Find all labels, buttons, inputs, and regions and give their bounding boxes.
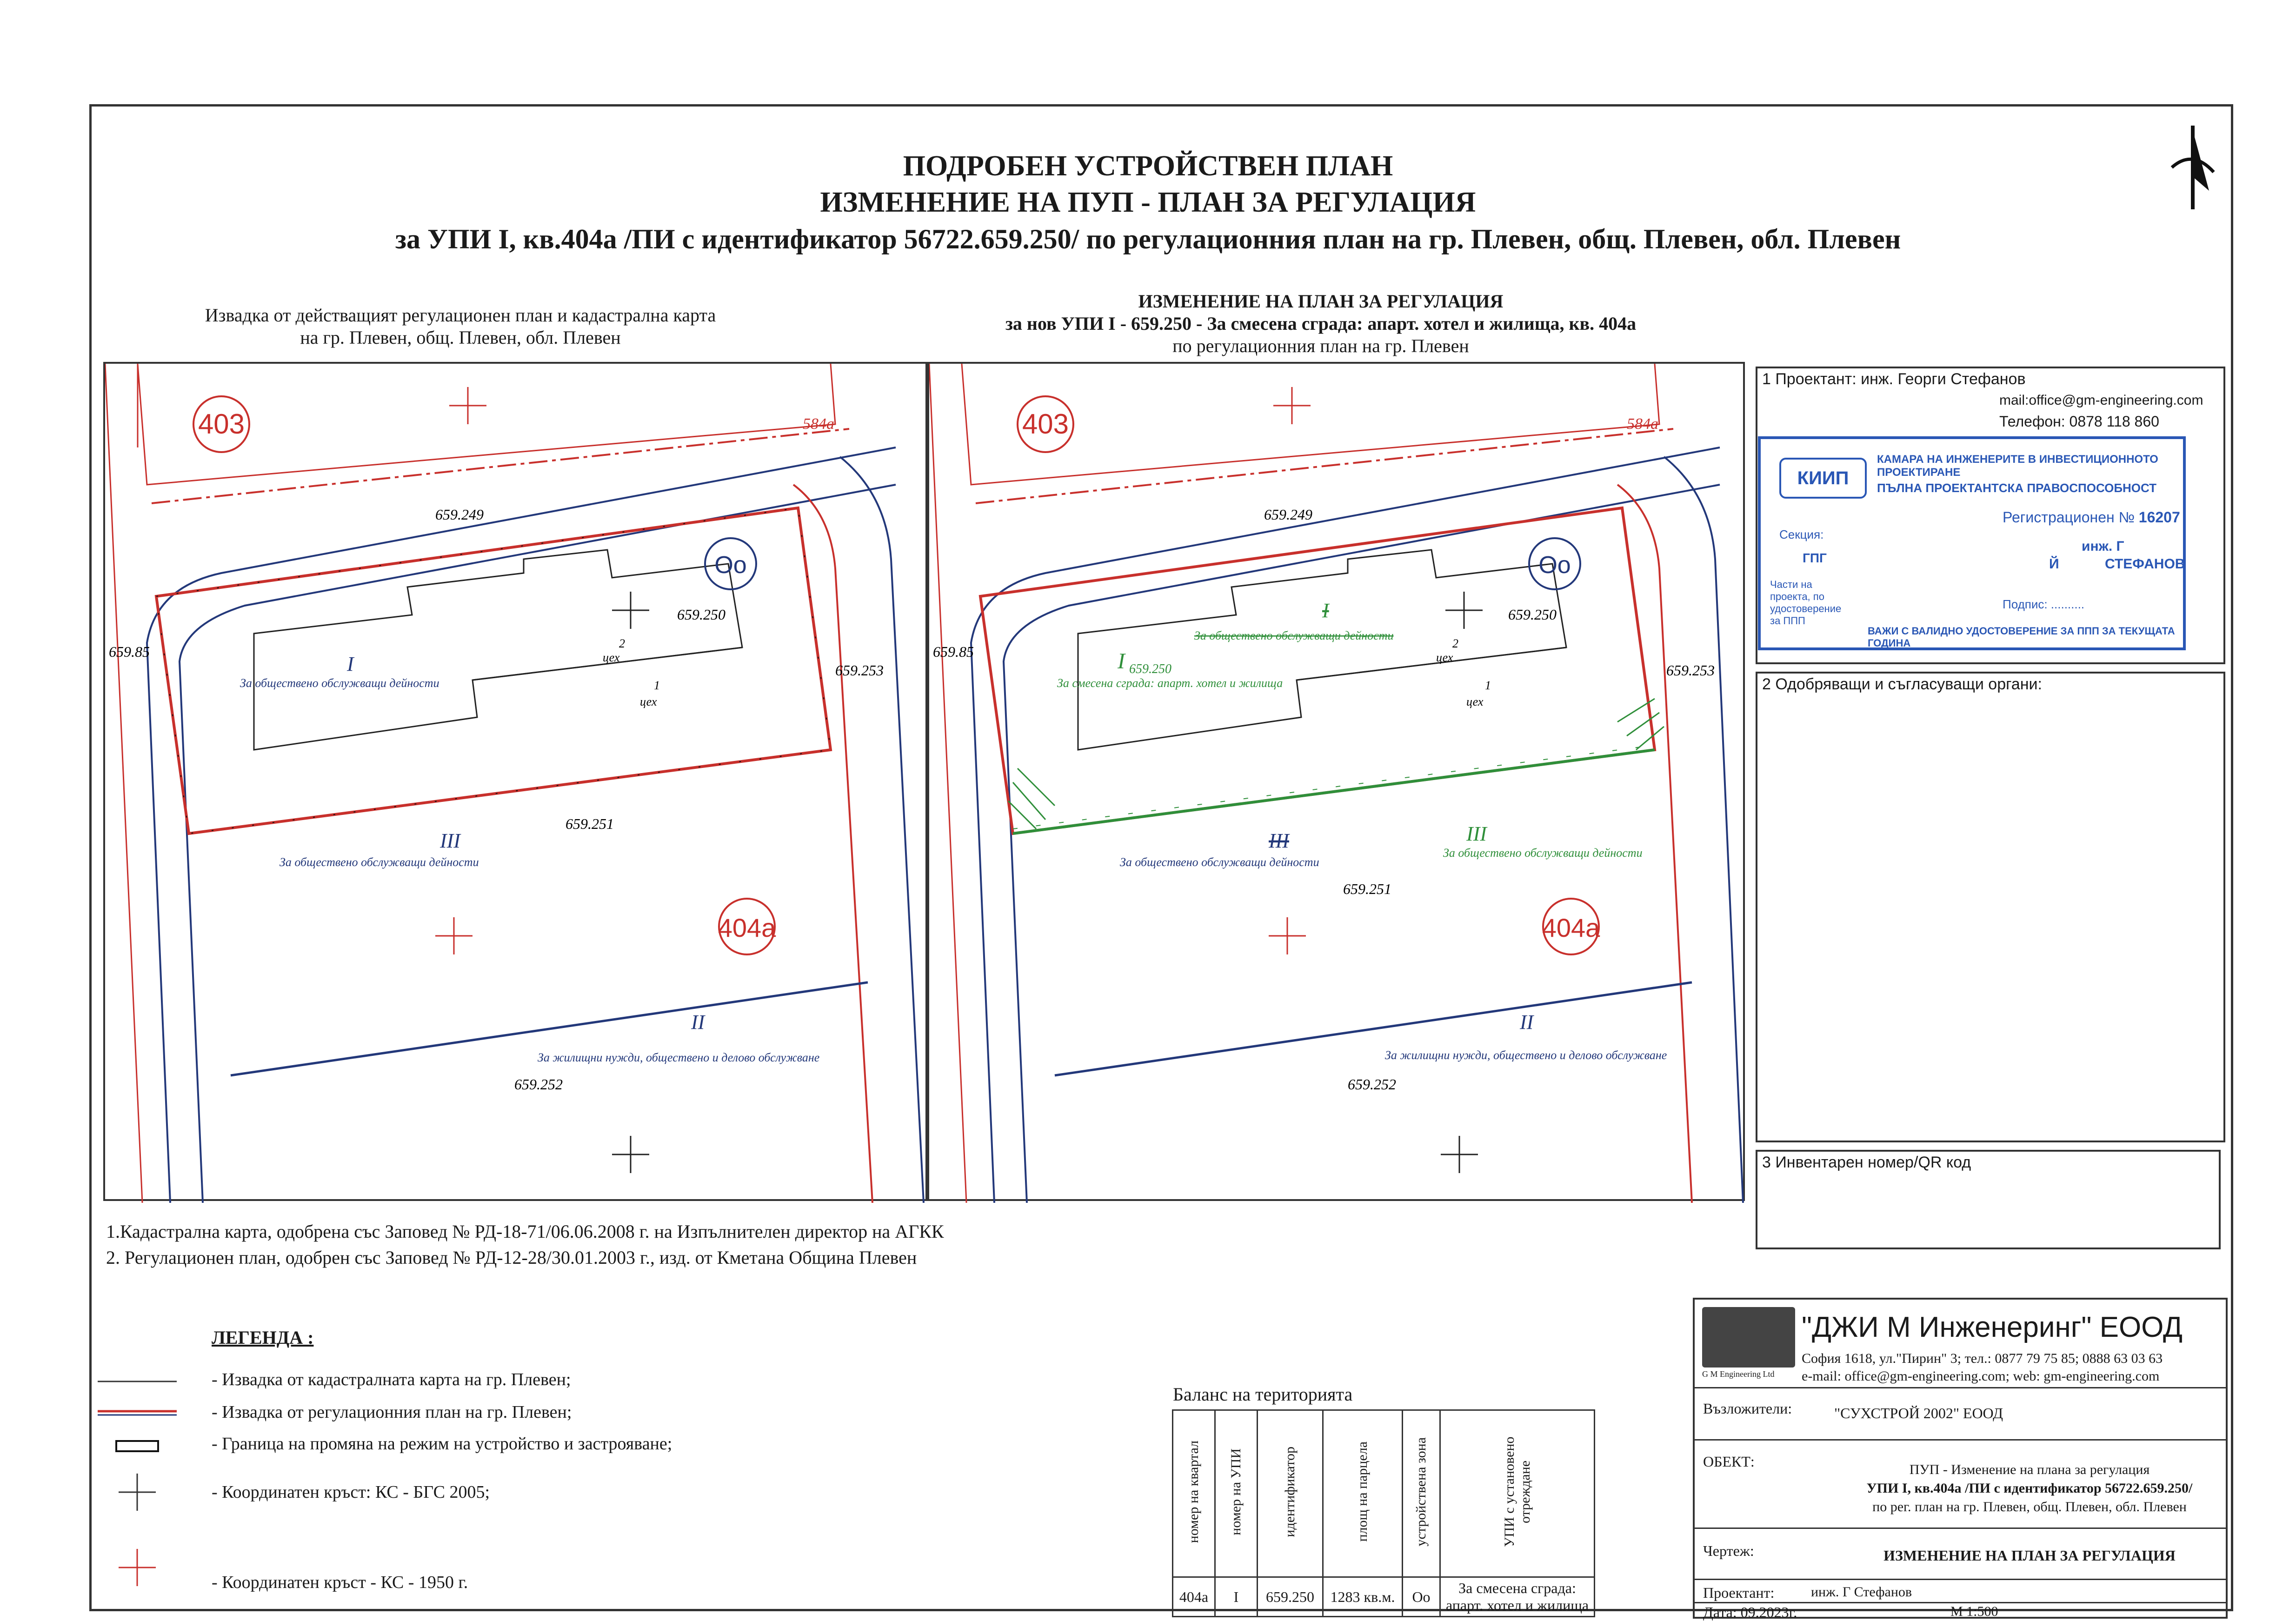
- parcel-659-251-label-right: 659.251: [1343, 881, 1391, 897]
- block-403-label: 403: [198, 408, 245, 440]
- building-2-number: 2: [619, 637, 625, 650]
- hdr-identifier: идентификатор: [1282, 1446, 1298, 1537]
- upi-II-label: II: [691, 1011, 705, 1034]
- new-upi-number: 659.250: [1129, 662, 1171, 676]
- scale-value: М 1:500: [1950, 1604, 1998, 1619]
- use-II-label-right: За жилищни нужди, обществено и делово обслужване: [1385, 1048, 1667, 1062]
- stamp-eng-initial: Й: [2049, 556, 2059, 572]
- balance-header-cell: [1323, 1410, 1403, 1577]
- left-map: [103, 362, 927, 1201]
- client-value: "СУХСТРОЙ 2002" ЕООД: [1834, 1405, 2003, 1421]
- parcel-659-85-label-right: 659.85: [933, 643, 974, 660]
- balance-title: Баланс на територията: [1173, 1384, 1353, 1405]
- balance-header-cell: [1215, 1410, 1258, 1577]
- hdr-block: номер на квартал: [1186, 1440, 1201, 1543]
- parcel-659-250-label: 659.250: [677, 606, 725, 623]
- inventory-label: 3 Инвентарен номер/QR код: [1762, 1154, 1971, 1171]
- hdr-upi: номер на УПИ: [1228, 1448, 1244, 1535]
- object-line1: ПУП - Изменение на плана за регулация: [1909, 1462, 2150, 1477]
- parcel-659-249-label: 659.249: [435, 506, 484, 523]
- use-III-new-label: За обществено обслужващи дейности: [1443, 846, 1643, 860]
- right-caption-line1: ИЗМЕНЕНИЕ НА ПЛАН ЗА РЕГУЛАЦИЯ: [1138, 291, 1504, 312]
- balance-header-cell: [1440, 1410, 1595, 1577]
- company-address: София 1618, ул."Пирин" 3; тел.: 0877 79 75 85; 0888 63 03 63: [1802, 1351, 2163, 1366]
- note-1: 1.Кадастрална карта, одобрена със Заповед № РД-18-71/06.06.2008 г. на Изпълнителен директор на АГКК: [106, 1221, 944, 1242]
- drawing-value: ИЗМЕНЕНИЕ НА ПЛАН ЗА РЕГУЛАЦИЯ: [1883, 1547, 2176, 1564]
- building-2-name-right: цех: [1436, 651, 1453, 664]
- stamp-reg-no: 16207: [2138, 509, 2180, 526]
- old-use-struck: За обществено обслужващи дейности: [1194, 629, 1394, 642]
- designer-email: mail:office@gm-engineering.com: [1999, 393, 2203, 408]
- balance-table: [1172, 1409, 1595, 1617]
- parcel-659-251-label: 659.251: [566, 815, 614, 832]
- cell-use: За смесена сграда: апарт. хотел и жилища: [1440, 1577, 1595, 1617]
- balance-header-cell: [1403, 1410, 1440, 1577]
- parcel-659-252-label: 659.252: [514, 1076, 563, 1093]
- stamp-org: КАМАРА НА ИНЖЕНЕРИТЕ В ИНВЕСТИЦИОННОТО ПРОЕКТИРАНЕ: [1877, 453, 2158, 479]
- stamp-reg: [2003, 509, 2180, 526]
- kiip-logo: КИИП: [1779, 458, 1867, 499]
- left-caption-line1: Извадка от действащият регулационен план и кадастрална карта: [205, 305, 716, 326]
- use-II-label: За жилищни нужди, обществено и делово обслужване: [538, 1051, 820, 1064]
- cell-block: 404a: [1173, 1577, 1215, 1617]
- upi-III-old-label: III: [1269, 829, 1289, 852]
- right-map-caption: [925, 290, 1716, 357]
- kiip-stamp: [1758, 436, 2186, 650]
- balance-header-cell: [1258, 1410, 1323, 1577]
- stamp-valid: ВАЖИ С ВАЛИДНО УДОСТОВЕРЕНИЕ ЗА ППП ЗА ТЕКУЩАТА ГОДИНА: [1868, 625, 2175, 649]
- legend-item-bgs2005: - Координатен кръст: КС - БГС 2005;: [212, 1482, 490, 1502]
- stamp-eng-surname: СТЕФАНОВ: [2105, 556, 2185, 572]
- block-403-label-right: 403: [1022, 408, 1069, 440]
- cell-zone: Оо: [1403, 1577, 1440, 1617]
- title-main: ПОДРОБЕН УСТРОЙСТВЕН ПЛАН: [903, 150, 1393, 182]
- stamp-sign: Подпис: ..........: [2003, 597, 2085, 611]
- drawing-label: Чертеж:: [1703, 1542, 1754, 1559]
- balance-data-row: [1173, 1577, 1595, 1617]
- object-value: [1834, 1461, 2225, 1516]
- legend-item-cadastre: - Извадка от кадастралната карта на гр. Плевен;: [212, 1370, 571, 1389]
- parcel-659-253-label-right: 659.253: [1666, 662, 1715, 679]
- building-1-name: цех: [640, 695, 657, 708]
- title-block: [1693, 1298, 2228, 1619]
- block-404a-label: 404a: [718, 913, 776, 942]
- block-404a-label-right: 404a: [1542, 913, 1600, 942]
- hdr-zone: устройствена зона: [1413, 1437, 1429, 1547]
- gm-logo-icon: [1702, 1307, 1795, 1368]
- designer-label: 1 Проектант: инж. Георги Стефанов: [1762, 370, 2026, 388]
- use-I-label: За обществено обслужващи дейности: [240, 676, 439, 690]
- object-line3: по рег. план на гр. Плевен, общ. Плевен, обл. Плевен: [1872, 1499, 2187, 1514]
- parcel-659-85-label: 659.85: [109, 643, 150, 660]
- right-caption-line2: за нов УПИ I - 659.250 - За смесена сграда: апарт. хотел и жилища, кв. 404а: [1005, 313, 1637, 334]
- notes: [106, 1219, 944, 1271]
- date-label: Дата: 09.2023г.: [1703, 1604, 1797, 1621]
- inventory-panel: [1756, 1150, 2221, 1249]
- zone-oo-label: Оо: [714, 552, 747, 579]
- corner-584a-label: 584a: [803, 415, 834, 433]
- parcel-659-252-label-right: 659.252: [1348, 1076, 1396, 1093]
- company-email: e-mail: office@gm-engineering.com; web: gm-engineering.com: [1802, 1368, 2160, 1384]
- upi-III-label: III: [440, 829, 460, 852]
- building-1-name-right: цех: [1466, 695, 1484, 708]
- client-label: Възложители:: [1703, 1400, 1792, 1417]
- object-line2: УПИ I, кв.404а /ПИ с идентификатор 56722.659.250/: [1866, 1481, 2193, 1496]
- parcel-659-253-label: 659.253: [835, 662, 884, 679]
- parcel-659-250-label-right: 659.250: [1508, 606, 1557, 623]
- logo-caption: G M Engineering Ltd: [1702, 1369, 1775, 1379]
- building-1-number: 1: [654, 679, 660, 692]
- legend-item-ks1950: - Координатен кръст - КС - 1950 г.: [212, 1573, 468, 1592]
- right-caption-line3: по регулационния план на гр. Плевен: [1172, 335, 1469, 356]
- upi-I-label: I: [347, 653, 354, 675]
- hdr-area: площ на парцела: [1355, 1441, 1370, 1542]
- new-upi-label: I: [1118, 649, 1125, 674]
- corner-584a-label-right: 584a: [1627, 415, 1658, 433]
- use-III-old-label: За обществено обслужващи дейности: [1120, 855, 1319, 869]
- cell-area: 1283 кв.м.: [1323, 1577, 1403, 1617]
- cell-upi: I: [1215, 1577, 1258, 1617]
- building-2-number-right: 2: [1452, 637, 1458, 650]
- building-1-number-right: 1: [1485, 679, 1491, 692]
- designer-row-value: инж. Г Стефанов: [1811, 1584, 1912, 1600]
- balance-header-cell: [1173, 1410, 1215, 1577]
- stamp-section-label: Секция:: [1779, 527, 1824, 541]
- left-caption-line2: на гр. Плевен, общ. Плевен, обл. Плевен: [300, 327, 621, 348]
- stamp-capacity: ПЪЛНА ПРОЕКТАНТСКА ПРАВОСПОСОБНОСТ: [1877, 481, 2157, 495]
- title-sub: ИЗМЕНЕНИЕ НА ПУП - ПЛАН ЗА РЕГУЛАЦИЯ: [820, 187, 1476, 218]
- balance-header-row: [1173, 1410, 1595, 1577]
- stamp-section: ГПГ: [1803, 551, 1827, 565]
- new-use-label: За смесена сграда: апарт. хотел и жилища: [1057, 676, 1283, 690]
- legend-item-boundary: - Граница на промяна на режим на устройство и застрояване;: [212, 1434, 672, 1454]
- legend-item-regulation: - Извадка от регулационния план на гр. Плевен;: [212, 1402, 572, 1422]
- hdr-use: УПИ с установено отреждане: [1501, 1436, 1533, 1547]
- left-map-caption: [153, 304, 767, 349]
- stamp-parts: Части на проекта, по удостоверение за ППП: [1770, 579, 1842, 627]
- legend-title: ЛЕГЕНДА :: [212, 1327, 314, 1348]
- note-2: 2. Регулационен план, одобрен със Заповед № РД-12-28/30.01.2003 г., изд. от Кметана Община Плевен: [106, 1247, 917, 1268]
- approvals-label: 2 Одобряващи и съгласуващи органи:: [1762, 675, 2042, 693]
- parcel-659-249-label-right: 659.249: [1264, 506, 1312, 523]
- designer-phone: Телефон: 0878 118 860: [1999, 413, 2159, 430]
- upi-II-label-right: II: [1520, 1011, 1534, 1034]
- approvals-panel: [1756, 672, 2225, 1142]
- designer-row-label: Проектант:: [1703, 1584, 1775, 1601]
- building-2-name: цех: [603, 651, 620, 664]
- stamp-eng-label: инж. Г: [2082, 539, 2124, 554]
- cell-identifier: 659.250: [1258, 1577, 1323, 1617]
- upi-III-new-label: III: [1466, 822, 1487, 845]
- legend-symbols: [93, 1363, 186, 1595]
- right-map: [927, 362, 1745, 1201]
- use-III-label: За обществено обслужващи дейности: [280, 855, 479, 869]
- object-label: ОБЕКТ:: [1703, 1453, 1755, 1470]
- stamp-reg-label: Регистрационен №: [2003, 509, 2135, 526]
- company-name: "ДЖИ М Инженеринг" ЕООД: [1802, 1311, 2183, 1343]
- old-upi-struck: I: [1322, 599, 1329, 622]
- title-object: за УПИ I, кв.404а /ПИ с идентификатор 56722.659.250/ по регулационния план на гр. Плевен, общ. Плевен, обл. Плевен: [395, 224, 1901, 254]
- zone-oo-label-right: Оо: [1538, 552, 1571, 579]
